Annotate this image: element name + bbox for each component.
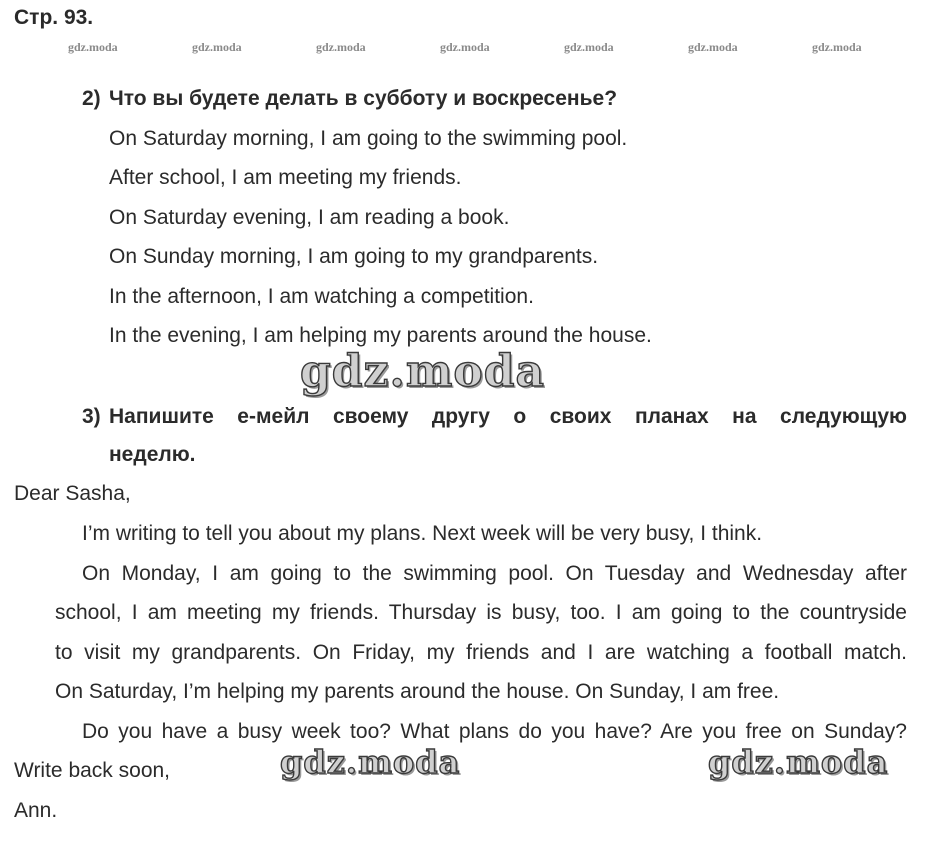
task2-heading: Что вы будете делать в субботу и воскресенье?	[109, 87, 618, 110]
watermark: gdz.moda	[68, 40, 118, 54]
watermark: gdz.moda	[564, 40, 614, 54]
task3-number: 3)	[82, 405, 101, 428]
task2-number: 2)	[82, 87, 101, 110]
task2-line: On Saturday morning, I am going to the swimming pool.	[109, 127, 628, 150]
letter-line: I’m writing to tell you about my plans. Next week will be very busy, I think.	[82, 522, 763, 545]
task2-line: On Sunday morning, I am going to my grandparents.	[109, 245, 599, 268]
watermark-large: gdz.moda	[280, 743, 461, 781]
task2-line: In the evening, I am helping my parents around the house.	[109, 324, 652, 347]
letter-line: On Saturday, I’m helping my parents around the house. On Sunday, I am free.	[55, 680, 780, 703]
task3-heading: Напишите е-мейл своему другу о своих планах на следующую	[109, 405, 907, 428]
watermark: gdz.moda	[688, 40, 738, 54]
letter-line: On Monday, I am going to the swimming pool. On Tuesday and Wednesday after	[82, 562, 907, 585]
watermark: gdz.moda	[440, 40, 490, 54]
letter-line: Do you have a busy week too? What plans do you have? Are you free on Sunday?	[82, 720, 907, 743]
task3-heading-cont: неделю.	[109, 443, 196, 466]
watermark-large: gdz.moda	[708, 743, 889, 781]
task2-line: In the afternoon, I am watching a competition.	[109, 285, 534, 308]
watermark: gdz.moda	[192, 40, 242, 54]
watermark: gdz.moda	[812, 40, 862, 54]
task2-line: After school, I am meeting my friends.	[109, 166, 462, 189]
letter-line: school, I am meeting my friends. Thursday is busy, too. I am going to the countryside	[55, 601, 907, 624]
task2-line: On Saturday evening, I am reading a book.	[109, 206, 510, 229]
letter-greeting: Dear Sasha,	[14, 482, 131, 505]
watermark-large: gdz.moda	[300, 346, 546, 397]
letter-closing: Write back soon,	[14, 759, 171, 782]
letter-line: to visit my grandparents. On Friday, my friends and I are watching a football match.	[55, 641, 907, 664]
watermark: gdz.moda	[316, 40, 366, 54]
page-title: Стр. 93.	[14, 6, 94, 29]
letter-signature: Ann.	[14, 799, 58, 822]
